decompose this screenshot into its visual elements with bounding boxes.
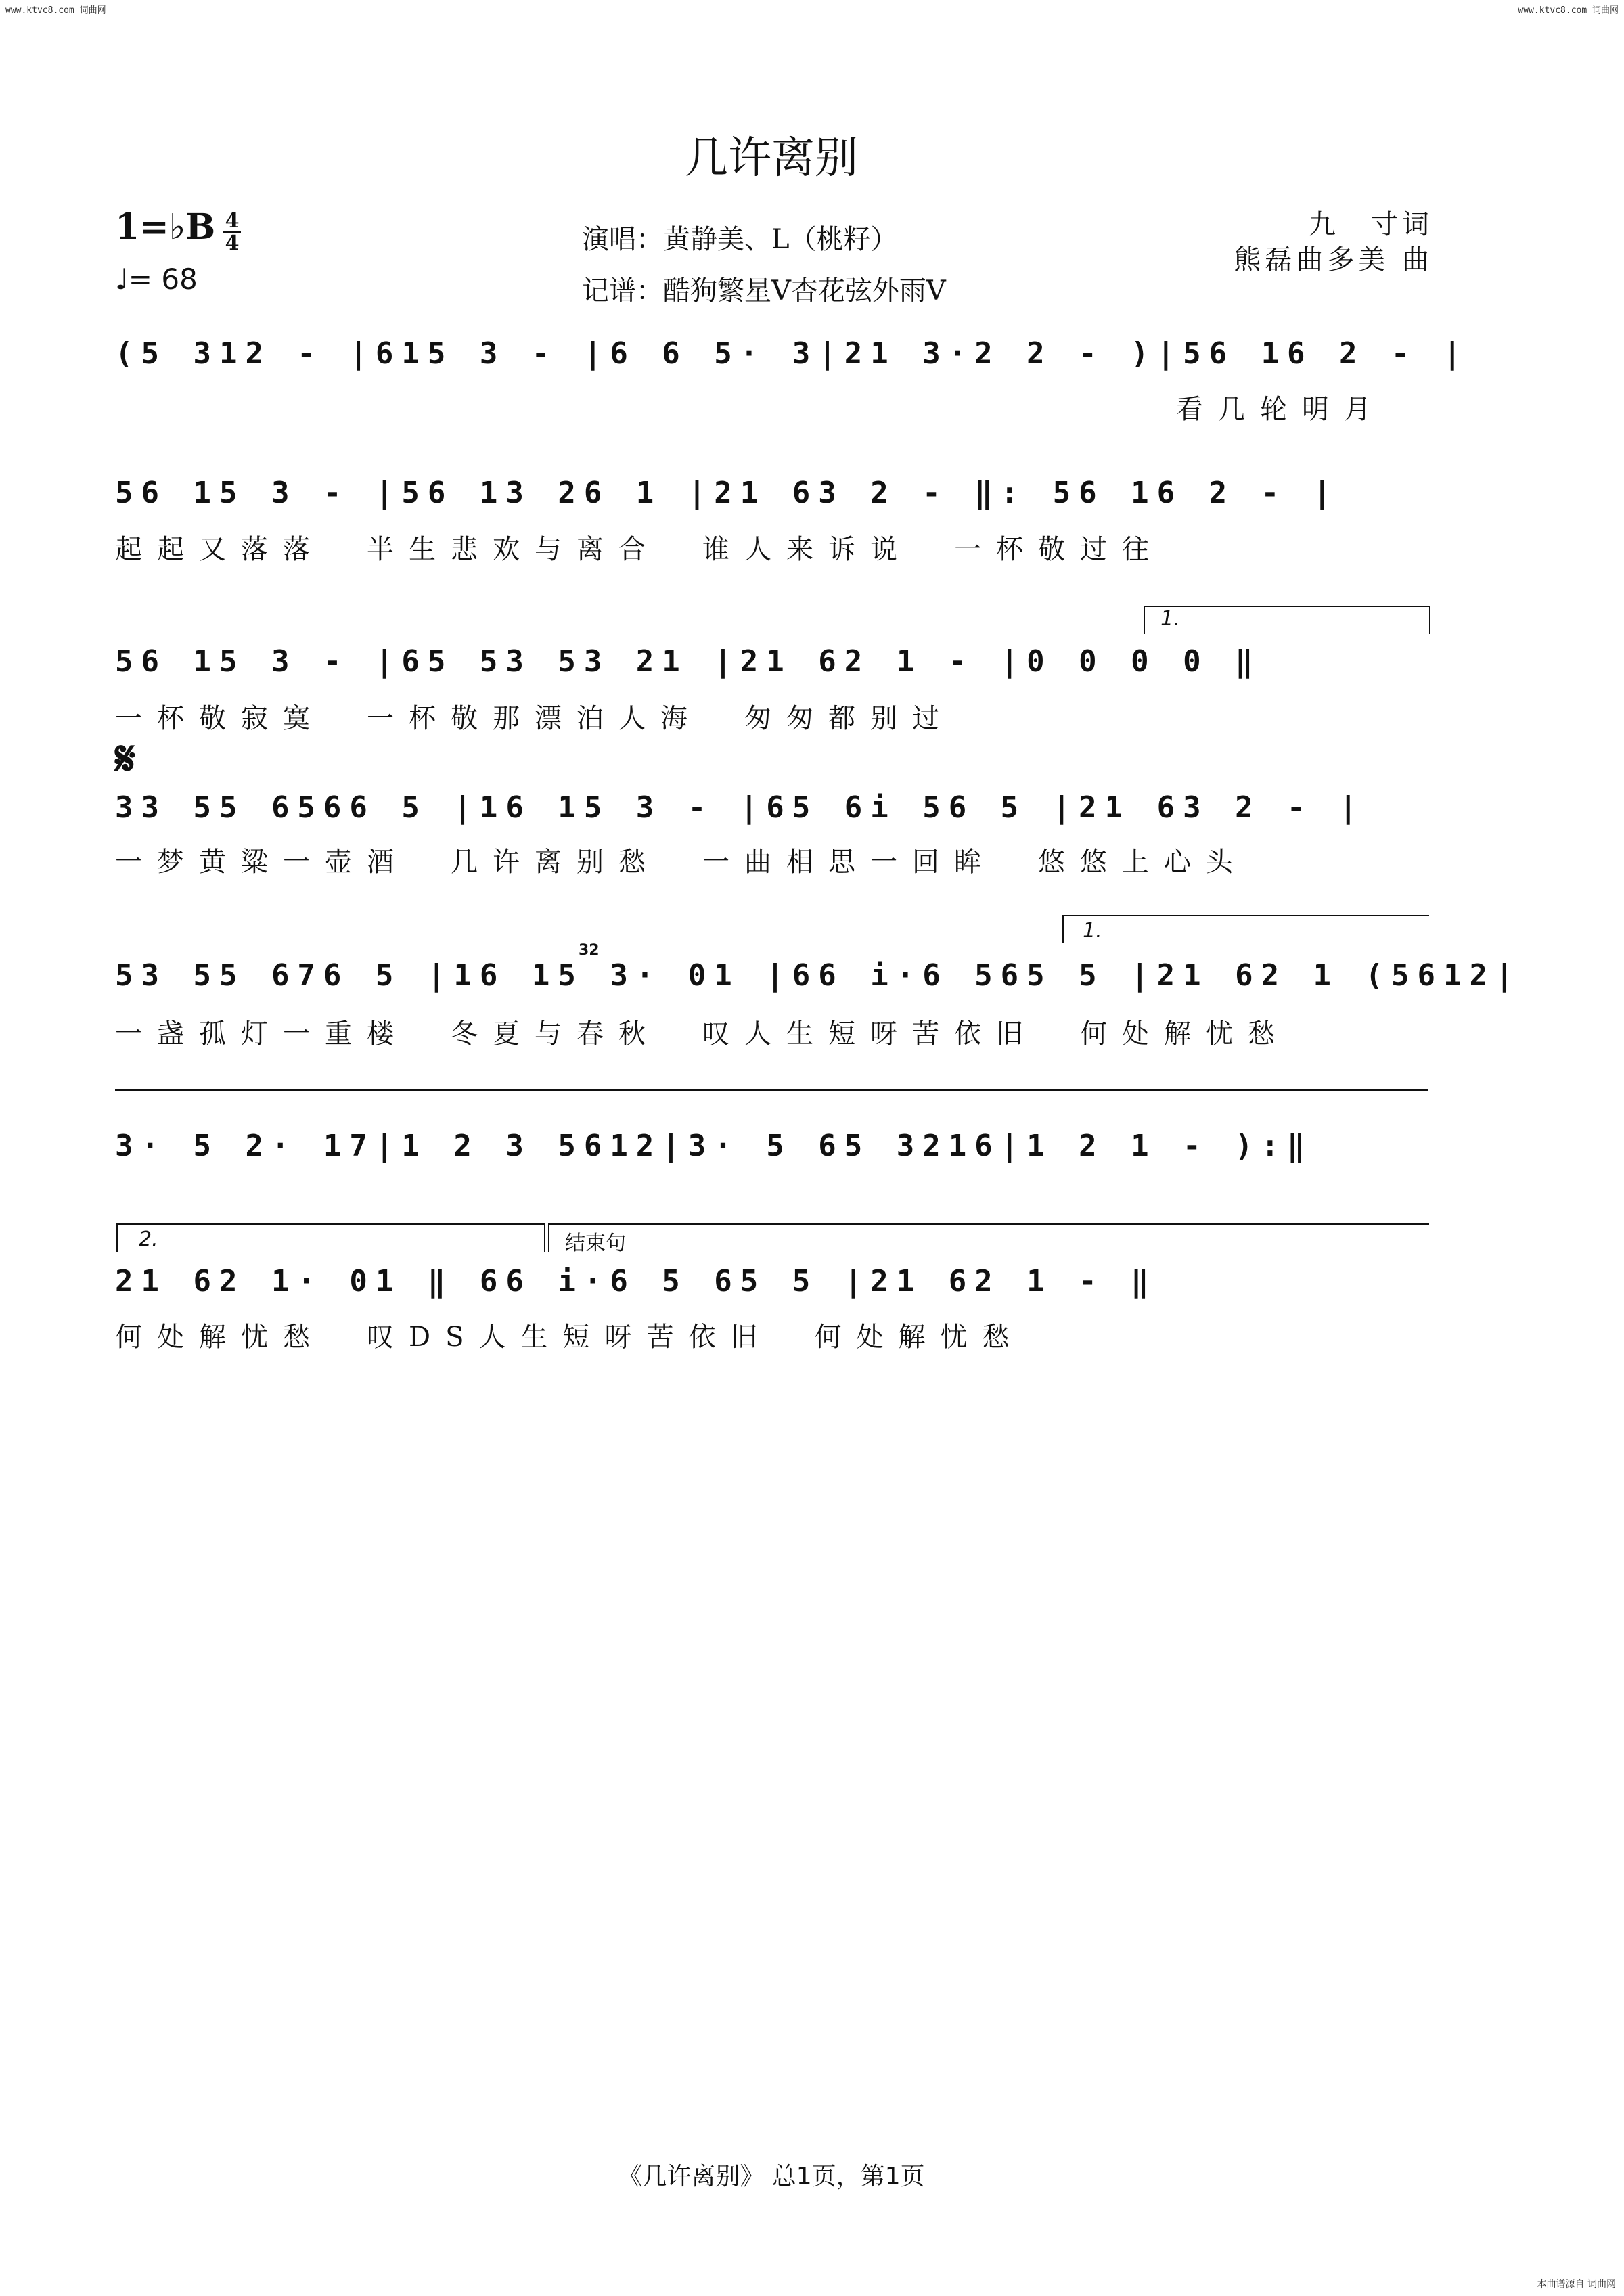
- transcriber-credit: 记谱：酷狗繁星V杏花弦外雨V: [582, 275, 946, 307]
- notation-line-3: 56 15 3 - |65 53 53 21 |21 62 1 - |0 0 0 0 ‖: [115, 644, 1261, 679]
- time-bottom: 4: [225, 231, 240, 255]
- score-title: 几许离别: [685, 133, 858, 183]
- notation-line-5: 53 55 676 5 |16 15 3· 01 |66 i·6 565 5 |21 62 1 (5612|: [115, 958, 1522, 993]
- coda-bracket: [548, 1223, 1429, 1252]
- lyric-line-7: 何处解忧愁 叹DS人生短呀苦依旧 何处解忧愁: [115, 1322, 1024, 1353]
- page-footer: 《几许离别》 总1页，第1页: [618, 2163, 925, 2190]
- composer-credit: 熊磊曲多美 曲: [1234, 244, 1433, 275]
- time-top: 4: [225, 209, 240, 233]
- time-signature: [223, 211, 241, 254]
- grace-note: 32: [579, 942, 600, 959]
- notation-line-1: (5 312 - |615 3 - |6 6 5· 3|21 3·2 2 - )|56 16 2 - |: [115, 336, 1470, 371]
- ending-label-1b: 1.: [1083, 919, 1102, 943]
- notation-line-6: 3· 5 2· 17|1 2 3 5612|3· 5 65 3216|1 2 1 - ):‖: [115, 1129, 1313, 1163]
- singer-credit: 演唱：黄静美、L（桃籽）: [582, 224, 898, 255]
- ending-label-1a: 1.: [1160, 607, 1180, 631]
- key-signature: 1=♭B: [115, 206, 216, 248]
- ending-bracket-2: [116, 1223, 545, 1252]
- notation-line-4: 33 55 6566 5 |16 15 3 - |65 6i 56 5 |21 63 2 - |: [115, 790, 1366, 825]
- coda-label: 结束句: [565, 1232, 626, 1255]
- lyricist-credit: 九 寸词: [1309, 209, 1433, 240]
- site-watermark-left: www.ktvc8.com 词曲网: [5, 5, 106, 16]
- ending-continuation-line: [115, 1089, 1428, 1091]
- ending-bracket-1a: [1144, 606, 1430, 634]
- segno-icon: 𝄋: [115, 731, 136, 786]
- notation-line-7: 21 62 1· 01 ‖ 66 i·6 5 65 5 |21 62 1 - ‖: [115, 1264, 1157, 1299]
- notation-line-2: 56 15 3 - |56 13 26 1 |21 63 2 - ‖: 56 16 2 - |: [115, 476, 1340, 510]
- ending-label-2: 2.: [139, 1228, 158, 1251]
- lyric-line-2: 起起又落落 半生悲欢与离合 谁人来诉说 一杯敬过往: [115, 534, 1164, 565]
- site-watermark-right: www.ktvc8.com 词曲网: [1518, 5, 1619, 16]
- lyric-line-1: 看几轮明月: [1176, 394, 1386, 425]
- tempo-mark: ♩= 68: [115, 263, 198, 296]
- lyric-line-4: 一梦黄粱一壶酒 几许离别愁 一曲相思一回眸 悠悠上心头: [115, 847, 1248, 878]
- lyric-line-3: 一杯敬寂寞 一杯敬那漂泊人海 匆匆都别过: [115, 703, 954, 734]
- source-credit: 本曲谱源自 词曲网: [1537, 2279, 1616, 2290]
- ending-bracket-1b: [1062, 915, 1429, 943]
- lyric-line-5: 一盏孤灯一重楼 冬夏与春秋 叹人生短呀苦依旧 何处解忧愁: [115, 1018, 1290, 1050]
